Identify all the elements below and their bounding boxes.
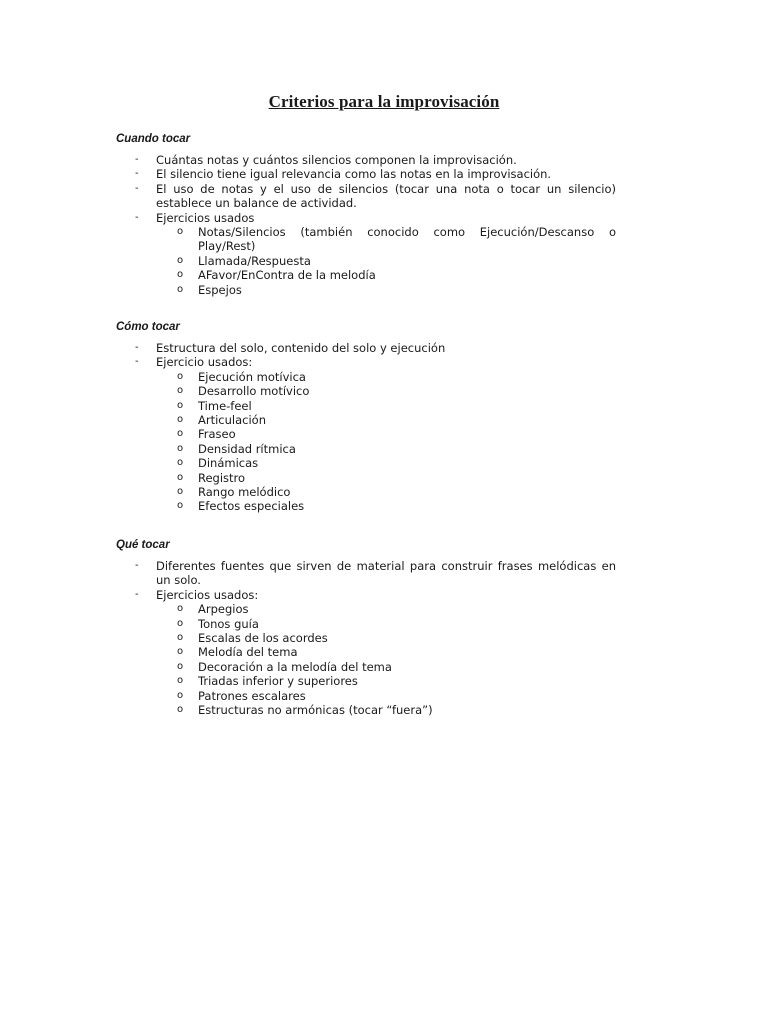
sub-list-item-text: Articulación [198, 413, 266, 428]
sub-list-item-text: Espejos [198, 282, 242, 297]
sub-list-item-text: Desarrollo motívico [198, 384, 310, 399]
sub-list-item-text: AFavor/EnContra de la melodía [198, 268, 376, 283]
dash-bullet: - [135, 182, 139, 194]
dash-bullet: - [135, 168, 139, 180]
sub-list-item-text: Efectos especiales [198, 499, 305, 514]
sub-list-item-text: Escalas de los acordes [198, 631, 328, 646]
sub-list-item-text: Fraseo [198, 427, 236, 442]
list-item [116, 167, 616, 181]
sub-bullet-list [156, 370, 616, 514]
sub-list-item [156, 413, 616, 427]
bullet-list [116, 153, 616, 297]
circle-bullet: o [177, 646, 184, 658]
section-como-tocar [116, 319, 616, 514]
sub-list-item-text: Patrones escalares [198, 688, 306, 703]
sub-list-item-text: Tonos guía [198, 616, 259, 631]
dash-bullet: - [135, 356, 139, 368]
circle-bullet: o [177, 603, 184, 615]
sub-list-item-text: Dinámicas [198, 456, 259, 471]
list-item [116, 182, 616, 211]
sub-list-item [156, 384, 616, 398]
circle-bullet: o [177, 457, 184, 469]
list-item-text: Diferentes fuentes que sirven de material para construir frases melódicas en un solo. [156, 559, 616, 588]
circle-bullet: o [177, 269, 184, 281]
sub-list-item [156, 370, 616, 384]
sub-list-item [156, 471, 616, 485]
sub-list-item [156, 617, 616, 631]
list-item-text: Estructura del solo, contenido del solo y ejecución [156, 341, 446, 355]
sub-list-item [156, 602, 616, 616]
circle-bullet: o [177, 399, 184, 411]
sub-list-item [156, 268, 616, 282]
sub-list-item [156, 631, 616, 645]
list-item [116, 211, 616, 297]
sub-list-item [156, 427, 616, 441]
circle-bullet: o [177, 500, 184, 512]
circle-bullet: o [177, 428, 184, 440]
sub-list-item-text: Time-feel [198, 398, 252, 413]
dash-bullet: - [135, 342, 139, 353]
sub-list-item [156, 442, 616, 456]
sub-list-item-text: Llamada/Respuesta [198, 253, 311, 268]
bullet-list [116, 341, 616, 514]
sub-list-item-text: Triadas inferior y superiores [198, 674, 358, 689]
circle-bullet: o [177, 660, 184, 672]
list-item [116, 341, 616, 355]
sub-list-item-text: Ejecución motívica [198, 369, 306, 384]
sub-bullet-list [156, 602, 616, 717]
circle-bullet: o [177, 226, 184, 238]
sub-list-item-text: Registro [198, 470, 246, 485]
dash-bullet: - [135, 211, 139, 223]
list-item-text: Ejercicio usados: [156, 355, 253, 370]
circle-bullet: o [177, 414, 184, 426]
sub-list-item [156, 674, 616, 688]
list-item-text: Cuántas notas y cuántos silencios componen la improvisación. [156, 153, 517, 167]
page-title: Criterios para la improvisación [268, 92, 500, 111]
list-item-text: El uso de notas y el uso de silencios (tocar una nota o tocar un silencio) establece un balance de actividad. [156, 181, 616, 211]
sub-list-item-text: Densidad rítmica [198, 441, 296, 456]
sub-list-item [156, 689, 616, 703]
circle-bullet: o [177, 704, 184, 716]
sub-list-item-text: Notas/Silencios (también conocido como Ejecución/Descanso o Play/Rest) [198, 225, 616, 254]
sub-list-item-text: Rango melódico [198, 485, 291, 500]
sub-list-item-text: Estructuras no armónicas (tocar “fuera”) [198, 703, 433, 718]
sub-list-item [156, 703, 616, 717]
sub-list-item [156, 283, 616, 297]
section-que-tocar [116, 537, 616, 717]
sub-list-item-text: Melodía del tema [198, 645, 298, 660]
list-item [116, 355, 616, 513]
sub-list-item-text: Decoración a la melodía del tema [198, 659, 392, 674]
dash-bullet: - [135, 560, 139, 571]
sub-list-item [156, 456, 616, 470]
circle-bullet: o [177, 632, 184, 644]
section-heading: Qué tocar [116, 539, 170, 551]
circle-bullet: o [177, 385, 184, 397]
circle-bullet: o [177, 471, 184, 483]
circle-bullet: o [177, 486, 184, 498]
sub-list-item [156, 660, 616, 674]
circle-bullet: o [177, 370, 184, 382]
list-item [116, 153, 616, 167]
circle-bullet: o [177, 442, 184, 454]
section-heading: Cómo tocar [116, 321, 180, 333]
circle-bullet: o [177, 283, 184, 295]
bullet-list [116, 559, 616, 717]
sub-list-item [156, 225, 616, 254]
section-cuando-tocar [116, 131, 616, 297]
sub-list-item [156, 485, 616, 499]
list-item-text: Ejercicios usados: [156, 587, 259, 602]
circle-bullet: o [177, 675, 184, 687]
sub-list-item [156, 645, 616, 659]
list-item [116, 559, 616, 588]
circle-bullet: o [177, 689, 184, 701]
section-heading: Cuando tocar [116, 133, 191, 145]
sub-list-item [156, 399, 616, 413]
sub-bullet-list [156, 225, 616, 297]
dash-bullet: - [135, 154, 139, 165]
list-item-text: El silencio tiene igual relevancia como las notas en la improvisación. [156, 167, 552, 182]
circle-bullet: o [177, 617, 184, 629]
list-item-text: Ejercicios usados [156, 210, 255, 225]
list-item [116, 588, 616, 718]
circle-bullet: o [177, 254, 184, 266]
dash-bullet: - [135, 588, 139, 600]
sub-list-item [156, 254, 616, 268]
sub-list-item [156, 499, 616, 513]
sub-list-item-text: Arpegios [198, 602, 249, 617]
